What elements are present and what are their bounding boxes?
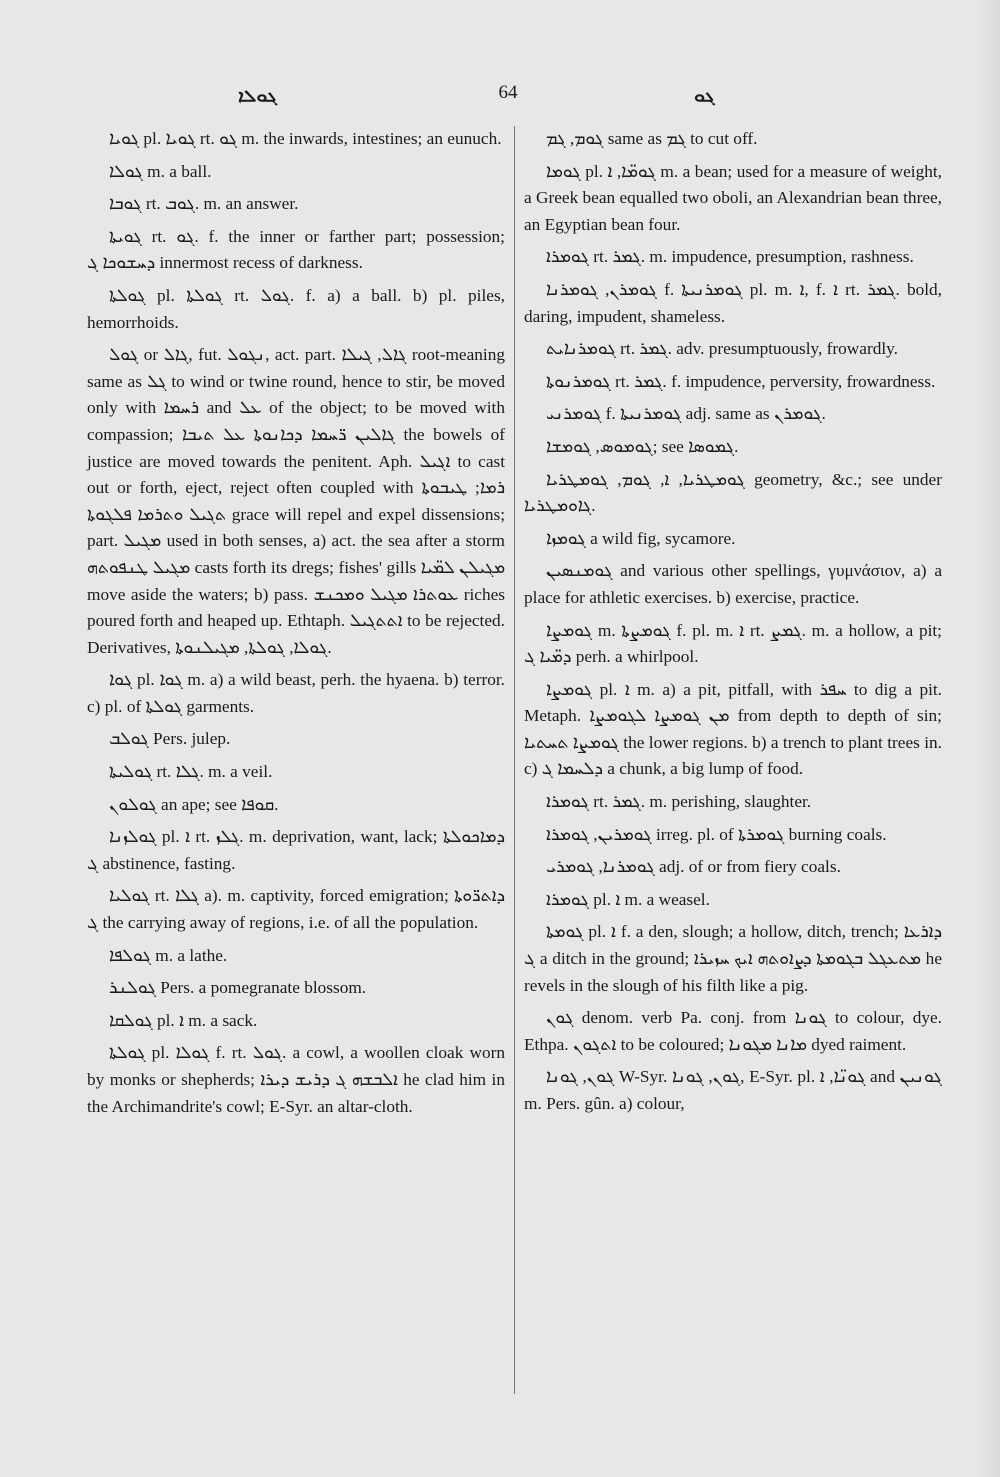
- entry: ܓܘܡܪܐ rt. ܓܡܪ. m. perishing, slaughter.: [546, 792, 812, 812]
- entry: ܓܘܠܢܪ Pers. a pomegranate blossom.: [109, 978, 367, 998]
- entry: ܓܘܠܩܐ pl. ܐ m. a sack.: [109, 1010, 258, 1030]
- entry: ܓܘܠ or ܓܐܠ, fut. ܢܓܘܠ, act. part. ܓܐܠ, ܓܝܠܐ root-meaning same as ܓܠ to wind or twine round, hence to stir, be moved only with ܪܚܡܐ and ܥܠ of the object; to be moved with compassion; ܓܐܠܝܢ ܪ̈ܚܡܐ ܕܟܐܢܘܬܐ ܥܠ ܬܝܒܐ the bowels of justice are moved towards the penitent. Aph. ܐܓܝܠ to cast out or forth, eject, reject often coupled with ܪܡܐ; ܛܝܒܘܬܐ ܬܓܝܠ ܘܬܪܡܐ ܦܠܓܘܬܐ grace will repel and expel dissensions; part. ܡܓܝܠ used in both senses, a) act. the sea after a storm ܡܓܝܠ ܛܢܦܘܬܗ casts forth its dregs; fishes' gills ܡܓܝܠܢ ܠܡ̈ܝܐ move aside the waters; b) pass. ܥܘܬܪܐ ܡܓܝܠ ܘܡܟܢܫ riches poured forth and heaped up. Ethtaph. ܐܬܬܓܝܠ to be rejected. Derivatives, ܓܘܠܐ, ܓܘܠܬܐ, ܡܓܝܠܢܘܬܐ.: [87, 345, 506, 657]
- page-header: [0, 82, 1000, 122]
- right-column: [524, 126, 942, 1124]
- entry: ܓܘܠܘܢ an ape; see ܩܘܦܐ.: [109, 794, 279, 814]
- entry: ܓܘܠܐ m. a ball.: [109, 161, 212, 181]
- entry: ܓܘܠܦܐ m. a lathe.: [109, 945, 228, 965]
- entry: ܓܘܡܪܝܢ, ܓܘܡܪܐ irreg. pl. of ܓܘܡܪܬܐ burning coals.: [546, 824, 887, 844]
- entry: ܓܘܡܬܐ pl. ܐ f. a den, slough; a hollow, ditch, trench; ܕܐܪܥܐ ܓ a ditch in the ground; ܡܬܥܓܠ ܒܓܘܡܬܐ ܕܨܐܘܬܗ ܐܝܟ ܚܙܝܪܐ he revels in the slough of his filth like a pig.: [524, 922, 942, 995]
- entry: ܓܘܝܬܐ rt. ܓܘ. f. the inner or farther part; possession; ܕܚܫܘܟܐ ܓ innermost recess of darkness.: [87, 226, 505, 273]
- entry: ܓܘܒܐ rt. ܓܘܒ. m. an answer.: [109, 194, 299, 214]
- entry: ܓܘܡ, ܓܡ same as ܓܡ to cut off.: [546, 129, 758, 148]
- entry: ܓܘܡܪܢܝ f. ܓܘܡܪܢܝܬܐ adj. same as ܓܘܡܪܢ.: [546, 404, 826, 424]
- right-running-head: ܓܘ: [694, 86, 715, 106]
- scan-shadow: [978, 0, 1000, 1477]
- entry: ܓܘܡܪܢܐ, ܓܘܡܪܝ adj. of or from fiery coals.: [546, 857, 841, 877]
- entry: ܓܘܡܐ pl. ܓܘܡ̈ܐ, ܐ m. a bean; used for a measure of weight, a Greek bean equalled two oboli, an Alexandrian bean three, an Egyptian bean four.: [524, 161, 942, 234]
- entry: ܓܘܠܝܬܐ rt. ܓܠܐ. m. a veil.: [109, 762, 273, 782]
- entry: ܓܘܡܛܪܝܐ, ܐ, ܓܘܡ, ܓܘܡܛܪܝܐ geometry, &c.; see under ܓܐܘܡܛܪܝܐ.: [524, 469, 942, 516]
- entry: ܓܘܡܘܣ, ܓܘܡܫܐ; see ܓܡܘܣܐ.: [546, 436, 739, 456]
- entry: ܓܘܠܬܐ pl. ܓܘܠܐ f. rt. ܓܘܠ. a cowl, a woollen cloak worn by monks or shepherds; ܐܠܒܫܗ ܓ ܕܪܝܫ ܕܝܪܐ he clad him in the Archimandrite's cowl; E-Syr. an altar-cloth.: [87, 1043, 505, 1116]
- left-column: [87, 126, 505, 1126]
- entry: ܓܘܠܝܐ rt. ܓܠܐ a). m. captivity, forced emigration; ܕܐܬܪ̈ܘܬܐ ܓ the carrying away of regions, i.e. of all the population.: [87, 886, 505, 933]
- entry: ܓܘܡܪܢܐܝܬ rt. ܓܡܪ. adv. presumptuously, frowardly.: [546, 339, 898, 359]
- entry: ܓܘܢ denom. verb Pa. conj. from ܓܘܢܐ to colour, dye. Ethpa. ܐܬܓܘܢ to be coloured; ܡܐܢܐ ܡܓܘܢܐ dyed raiment.: [524, 1008, 943, 1054]
- entry: ܓܘܡܨܐ m. ܓܘܡܨܬܐ f. pl. m. ܐ rt. ܓܡܨ. m. a hollow, a pit; ܕܡ̈ܝܐ ܓ perh. a whirlpool.: [524, 620, 942, 667]
- entry: ܓܘܐ pl. ܓܘܐ m. a) a wild beast, perh. the hyaena. b) terror. c) pl. of ܓܘܠܬܐ garments.: [87, 670, 505, 716]
- entry: ܓܘܡܪܢܘܬܐ rt. ܓܡܪ. f. impudence, perversity, frowardness.: [546, 371, 936, 391]
- page-number: 64: [498, 82, 518, 103]
- entry: ܓܘܡܪܐ rt. ܓܡܪ. m. impudence, presumption, rashness.: [546, 247, 914, 267]
- entry: ܓܘܝܐ pl. ܓܘܝܐ rt. ܓܘ m. the inwards, intestines; an eunuch.: [109, 129, 502, 148]
- left-running-head: ܓܘܠܐ: [238, 86, 278, 106]
- entry: ܓܘܡܪܐ pl. ܐ m. a weasel.: [546, 889, 710, 909]
- entry: ܓܘܡܢܣܝܢ and various other spellings, γυμνάσιον, a) a place for athletic exercises. b) exercise, practice.: [524, 561, 942, 607]
- entry: ܓܘܡܙܐ a wild fig, sycamore.: [546, 528, 736, 548]
- entry: ܓܘܢ, ܓܘܢܐ W-Syr. ܓܘܢ, ܓܘܢܐ, E-Syr. pl. ܓܘܢ̈ܐ, ܐ and ܓܘܢܝܢ m. Pers. gûn. a) colour,: [524, 1067, 942, 1113]
- entry: ܓܘܡܪܢ, ܓܘܡܪܢܐ f. ܓܘܡܪܢܝܬܐ pl. m. ܐ, f. ܐ rt. ܓܡܪ. bold, daring, impudent, shameless.: [524, 279, 942, 326]
- column-divider: [514, 126, 515, 1394]
- entry: ܓܘܡܨܐ pl. ܐ m. a) a pit, pitfall, with ܚܦܪ to dig a pit. Metaph. ܡܢ ܓܘܡܨܐ ܠܓܘܡܨܐ from depth to depth of sin; ܓܘܡܨܐ ܬܚܬܝܐ the lower regions. b) a trench to plant trees in. c) ܕܠܚܡܐ ܓ a chunk, a big lump of food.: [524, 679, 943, 779]
- entry: ܓܘܠܒ Pers. julep.: [109, 729, 231, 749]
- entry: ܓܘܠܬܐ pl. ܓܘܠܬܐ rt. ܓܘܠ. f. a) a ball. b) pl. piles, hemorrhoids.: [87, 285, 505, 332]
- entry: ܓܘܠܙܢܐ pl. ܐ rt. ܓܠܙ. m. deprivation, want, lack; ܕܡܐܟܘܠܬܐ ܓ abstinence, fasting.: [87, 827, 505, 873]
